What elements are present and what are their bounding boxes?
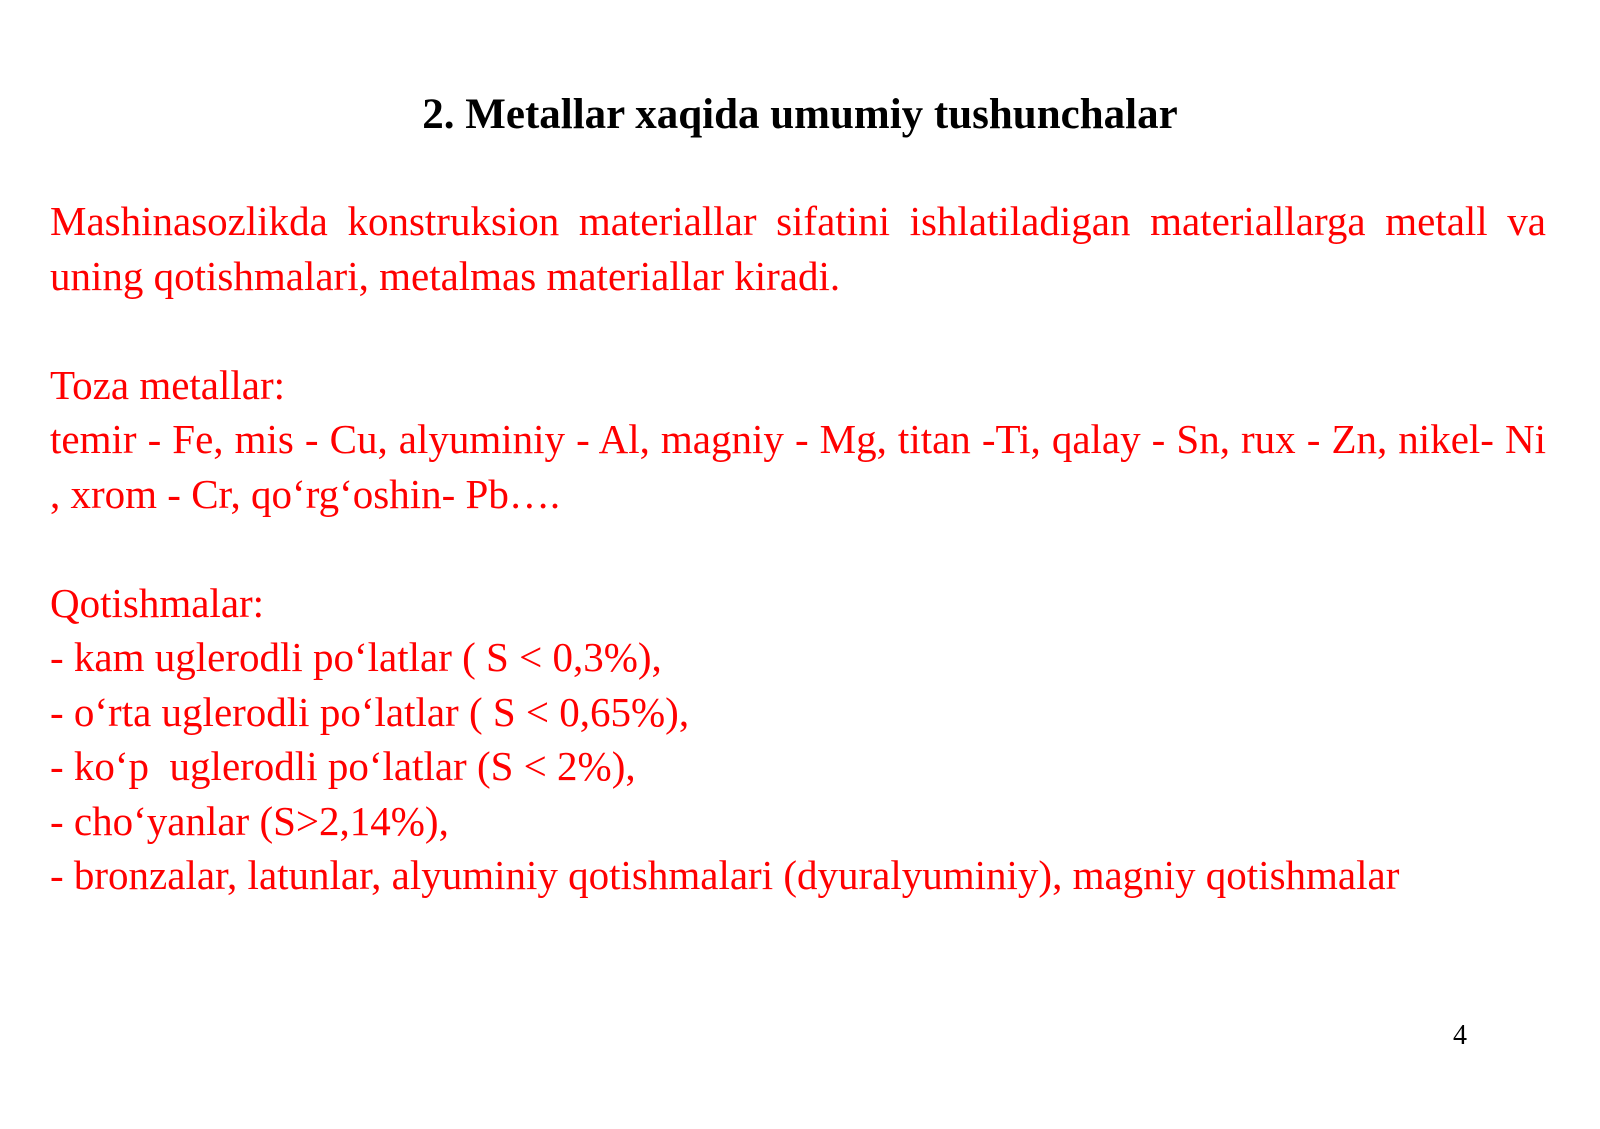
page-number: 4 xyxy=(1453,1020,1467,1051)
alloys-heading: Qotishmalar: xyxy=(50,579,265,626)
alloy-item: - cho‘yanlar (S>2,14%), xyxy=(50,797,449,844)
alloy-item: - o‘rta uglerodli po‘latlar ( S < 0,65%), xyxy=(50,688,690,735)
alloy-item: - ko‘p uglerodli po‘latlar (S < 2%), xyxy=(50,743,636,789)
pure-metals-heading: Toza metallar: xyxy=(50,361,286,408)
slide-body xyxy=(50,194,1546,903)
alloy-item: - kam uglerodli po‘latlar ( S < 0,3%), xyxy=(50,634,662,680)
intro-paragraph: Mashinasozlikda konstruksion materiallar sifatini ishlatiladigan materiallarga metall va uning qotishmalari, metalmas materiallar kiradi. xyxy=(50,198,1546,299)
spacer xyxy=(50,521,1546,576)
pure-metals-list: temir - Fe, mis - Cu, alyuminiy - Al, magniy - Mg, titan -Ti, qalay - Sn, rux - Zn, nikel- Ni , xrom - Cr, qo‘rg‘oshin- Pb…. xyxy=(50,416,1546,517)
alloy-item: - bronzalar, latunlar, alyuminiy qotishmalari (dyuralyuminiy), magniy qotishmalar xyxy=(50,852,1400,898)
slide-title: 2. Metallar xaqida umumiy tushunchalar xyxy=(422,91,1178,138)
spacer xyxy=(50,303,1546,358)
